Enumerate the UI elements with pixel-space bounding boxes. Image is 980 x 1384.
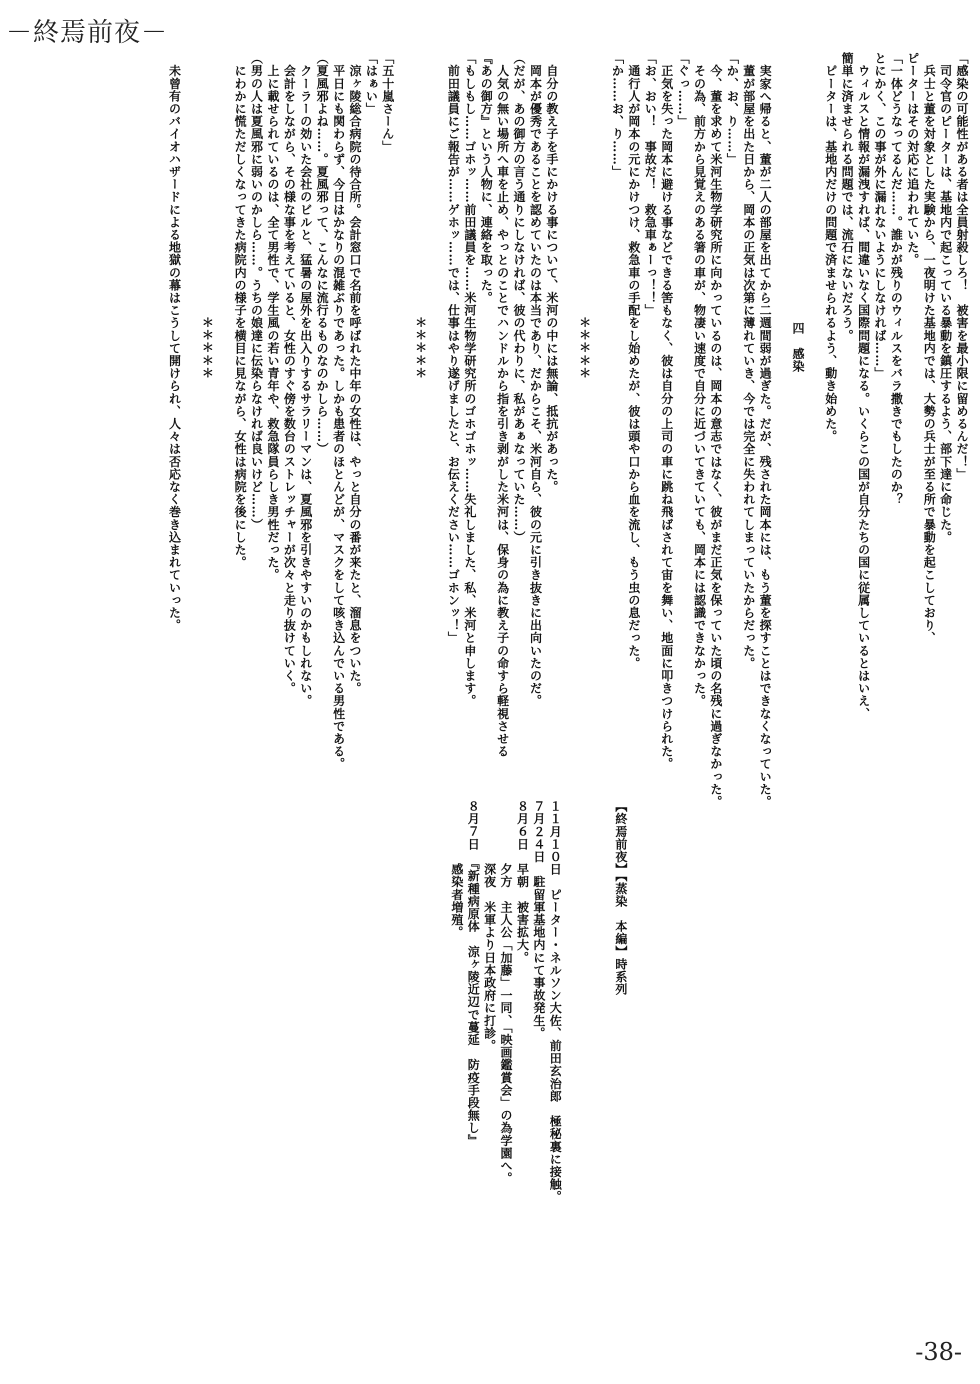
text-column: 自分の教え子を手にかける事について、米河の中には無論、抵抗があった。 [544,52,559,493]
timeline-entry: ８月７日 『新種病原体 涼ヶ陵近辺で蔓延 防疫手段無し』 [466,800,481,1147]
text-column: 「お、おい！ 事故だ！ 救急車ぁーっ！！」 [643,52,658,317]
text-column: 四 感染 [790,321,805,373]
text-column: とにかく、この事が外に漏れないようにしなければ……」 [872,52,887,380]
text-column: 涼ヶ陵総合病院の待合所。会計窓口で名前を呼ばれた中年の女性は、やっと自分の番が来たと、溜息をついた。 [347,52,362,695]
timeline-entry: ７月２４日 駐留軍基地内にて事故発生。 [531,800,546,1040]
document-title: －終焉前夜－ [6,18,169,48]
text-column: 簡単に済ませられる問題では、流石にないだろう。 [840,52,855,342]
text-column: （夏風邪よね……。夏風邪って、こんなに流行るものなのかしら……） [315,52,330,456]
text-column: 「はぁい」 [364,52,379,115]
text-column: 「か……お、り……」 [610,52,625,178]
text-column [396,52,412,642]
timeline-entry: 深夜 米軍より日本政府に打診。 [482,800,497,1052]
timeline-entry: 夕方 主人公「加藤」一同、「映画鑑賞会」の為学園へ。 [499,800,514,1185]
text-column: 「か、お、り……」 [725,52,740,166]
text-column: その為、前方から見覚えのある箸の車が、物凄い速度で自分に近づいてきていても、岡本には認識できなかった。 [692,52,707,708]
text-column: 「ぐっ……」 [676,52,691,128]
text-column: 正気を失った岡本に避ける事などできる筈もなく、彼は自分の上司の車に跳ね飛ばされて宙を舞い、地面に叩きつけられた。 [659,52,674,771]
timeline-block [432,800,662,1204]
text-column: クーラーの効いた会社のビルと、猛暑の屋外を出入りするサラリーマンは、夏風邪を引きやすいのかもしれない。 [298,52,313,708]
text-column: 会計をしながら、その様な事を考えていると、女性のすぐ傍を数台のストレッチャーが次々と走り抜けていく。 [282,52,297,695]
text-column: 通行人が岡本の元にかけつけ、救急車の手配をし始めたが、彼は頭や口から血を流し、もう虫の息だった。 [626,52,641,670]
text-column: ピーターは、基地内だけの問題で済ませられるよう、動き始めた。 [823,52,838,443]
timeline-entry: ８月６日 早朝 被害拡大。 [515,800,530,964]
text-column [183,52,199,642]
text-column: （男の人は夏風邪に弱いのかしら……。うちの娘達に伝染らなければ良いけど……） [249,52,264,531]
text-column: ＊＊＊＊＊ [577,315,592,379]
text-column: 未曾有のバイオハザードによる地獄の幕はこうして開けられ、人々は否応なく巻き込まれていった。 [167,52,182,632]
text-column: 兵士と董を対象とした実験から、一夜明けた基地内では、大勢の兵士が至る所で暴動を起こしており、 [922,52,937,645]
text-column: 岡本が優秀であることを認めていたのは本当であり、だからこそ、米河自ら、彼の元に引き抜きに出向いたのだ。 [528,52,543,708]
text-column: ＊＊＊＊＊ [200,315,215,379]
text-column [806,52,822,642]
text-column [773,52,789,642]
timeline-entry [563,800,579,1160]
text-column: 前田議員にご報告が……ゲホッ……では、仕事はやり遂げましたと、お伝えください……ゴホンッ！」 [446,52,461,645]
text-column: ピーターはその対応に追われていた。 [905,52,920,267]
text-column: 司令官のピーターは、基地内で起こっている暴動を鎮圧するよう、部下達に命じた。 [938,52,953,544]
timeline-entry: 感染者増殖。 [449,800,464,939]
text-column: ウィルスと情報が漏洩すれば、間違いなく国際問題になる。いくらこの国が自分たちの国に従属しているとはいえ、 [856,52,871,720]
text-column: 「一体どうなってるんだ……。誰かが残りのウィルスをバラ撒きでもしたのか？ [889,52,904,506]
text-column: 「五十嵐さーん」 [380,52,395,153]
text-column: 『あの御方』という人物に、連絡を取った。 [479,52,494,304]
timeline-heading: 【終焉前夜】【蒸染 本編】時系列 [613,800,628,996]
text-column [215,52,231,642]
text-column: ＊＊＊＊＊ [413,315,428,379]
text-column: 今、董を求めて米河生物学研究所に向かっているのは、岡本の意志ではなく、彼がまだ正気を保っていた頃の名残に過ぎなかった。 [708,52,723,808]
text-column: 董が部屋を出た日から、岡本の正気は次第に薄れていき、今では完全に失われてしまっていたからだった。 [741,52,756,670]
text-column: 「感染の可能性がある者は全員射殺しろ！ 被害を最小限に留めるんだ！」 [955,52,969,481]
text-column: 平日にも関わらず、今日はかなりの混雑ぶりであった。しかも患者のほとんどが、マスクをして咳き込んでいる男性である。 [331,52,346,771]
text-column: にわかに慌ただしくなってきた病院内の様子を横目に見ながら、女性は病院を後にした。 [233,52,248,569]
main-story-text [166,52,970,808]
text-column: 人気の無い場所へ車を止め、やっとのことでハンドルから指を引き剥がした米河は、保身の為に教え子の命すら軽視させる [495,52,510,758]
page-number: -38- [915,1338,962,1366]
text-column: （だが、あの御方の言う通りにしなければ、彼の代わりに、私があぁなっていた……） [512,52,527,544]
text-column [593,52,609,642]
timeline-entry: １１月１０日 ピーター・ネルソン大佐、前田玄治郎 極秘裏に接触。 [548,800,563,1204]
text-column: 実家へ帰ると、董が二人の部屋を出てから二週間弱が過ぎた。だが、残された岡本には、もう董を探すことはできなくなっていた。 [758,52,773,808]
text-column [429,52,445,642]
text-column: 上に載せられているのは、全て男性で、学生風の若い青年や、救急隊員らしき男性だった。 [265,52,280,582]
text-column: 「もしもし……ゴホッ……前田議員を……米河生物学研究所のゴホゴホッ……失礼しました、私、米河と申します。 [462,52,477,708]
text-column [560,52,576,642]
